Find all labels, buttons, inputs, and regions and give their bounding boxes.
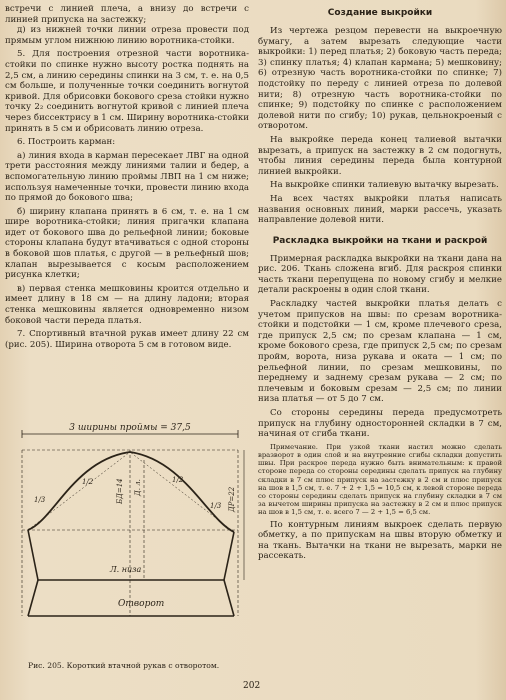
paragraph: 6. Построить карман: — [17, 137, 116, 148]
section-heading: Создание выкройки — [327, 8, 433, 18]
figure-caption: Рис. 205. Короткий втачной рукав с отворотом. — [28, 661, 220, 670]
right-column — [258, 4, 502, 562]
dl-label: Д. л. — [134, 479, 142, 496]
page-number: 202 — [243, 681, 261, 691]
paragraph: Со стороны середины переда предусмотреть припуск на глубину односторонней складки в 7 см, начиная от сгиба ткани. — [258, 408, 502, 440]
note-paragraph: Примечание. При узкой ткани настил можно сделать вразворот в один слой и на внутренние сгибы складки допустить швы. При раскрое переда нужно быть внимательным: к правой стороне переда со стороны середины сделать припуск на глубину складки в 7 см плюс припуск на застежку в 2 см и плюс припуск на шов в 1,5 см, т. е. 7 + 2 + 1,5 = 10,5 см, к левой стороне переда со стороны середины сделать припуск на глубину складки в 7 см за вычетом ширины припуска на застежку в 2 см и плюс припуск на шов в 1,5 см, т. е. всего 7 — 2 + 1,5 = 6,5 см. — [258, 442, 502, 517]
cuff-label: Отворот — [118, 599, 165, 609]
half-right-label: 1/2 — [172, 476, 184, 484]
paragraph: Из чертежа резцом перевести на выкроечную бумагу, а затем вырезать следующие части выкройки: 1) перед платья; 2) боковую часть переда; 3) спинку платья; 4) клапан кармана; 5) мешковину; 6) отрезную часть воротника-стойки по спинке; 7) подстойку по переду с линией отреза по долевой нити; 8) отрезную часть воротника-стойки по спинке; 9) подстойку по спинке с расположением долевой нити по сгибу; 10) рукав, цельнокроеный с отворотом. — [258, 26, 502, 132]
figure-top-label: 3 ширины проймы = 37,5 — [69, 423, 191, 433]
bd-label: БД=14 — [116, 478, 124, 504]
paragraph: в) первая стенка мешковины кроится отдельно и имеет длину в 18 см — на длину ладони; вторая стенка мешковины является одновременно низом боковой части переда платья. — [5, 283, 249, 326]
paragraph: д) из нижней точки линии отреза провести под прямым углом нижнюю линию воротника-стойки. — [5, 25, 249, 46]
paragraph: По контурным линиям выкроек сделать первую обметку, а по припускам на швы вторую обметку и на ткань. Вытачки на ткани не вырезать, марки не рассекать. — [258, 519, 502, 562]
paragraph: 7. Спортивный втачной рукав имеет длину 22 см (рис. 205). Ширина отворота 5 см в готовом виде. — [5, 329, 249, 350]
third-right-label: 1/3 — [210, 502, 222, 510]
paragraph: б) ширину клапана принять в 6 см, т. е. на 1 см шире воротника-стойки; линия пригачки клапана идет от бокового шва до рельефной линии; боковые стороны клапана будут втачиваться с одной стороны в боковой шов платья, с другой — в рельефный шов; клапан вырезывается с косым расположением рисунка клетки; — [5, 206, 249, 281]
paragraph: встречи с линией плеча, а внизу до встречи с линией припуска на застежку; — [5, 4, 249, 25]
half-left-label: 1/2 — [82, 478, 94, 486]
paragraph: а) линия входа в карман пересекает ЛВГ на одной трети расстояния между линиями талии и бедер, а вспомогательную линию проймы ЛВП на 1 см ниже; используя намеченные точки, провести линию входа по прямой до бокового шва; — [5, 150, 249, 204]
sleeve-pattern-drawing — [14, 420, 246, 656]
paragraph: На всех частях выкройки платья написать названия основных линий, марки рассечь, указать направление долевой нити. — [258, 193, 502, 226]
paragraph: 5. Для построения отрезной части воротника-стойки по спинке нужно высоту ростка поднять на 2,5 см, а линию середины спинки на 3 см, т. е. на 0,5 см больше, и полученные точки соединить вогнутой кривой. Для обрисовки бокового среза стойки нужно точку 2₂ соединить вогнутой кривой с линией плеча через биссектрису в 1 см. Ширину воротника-стойки принять в 5 см и обрисовать линию отреза. — [5, 49, 249, 134]
sleeve-pattern-figure — [14, 420, 246, 656]
paragraph: Раскладку частей выкройки платья делать с учетом припусков на швы: по срезам воротника-стойки и подстойки — 1 см, кроме плечевого среза, где припуск 2,5 см; по срезам клапана — 1 см, кроме бокового среза, где припуск 2,5 см; по срезам пройм, ворота, низа рукава и оката — 1 см; по рельефной линии, по срезам мешковины, по переднему и заднему срезам рукава — 2 см; по плечевым и боковым срезам — 2,5 см; по линии низа платья — от 5 до 7 см. — [258, 299, 502, 405]
hem-label: Л. низа — [110, 565, 142, 574]
paragraph: На выкройке переда конец талиевой вытачки вырезать, а припуск на застежку в 2 см подогнуть, чтобы линия середины переда была контурной линией выкройки. — [258, 134, 502, 177]
paragraph: На выкройке спинки талиевую вытачку вырезать. — [270, 180, 499, 191]
dr-label: ДР=22 — [228, 486, 236, 512]
paragraph: Примерная раскладка выкройки на ткани дана на рис. 206. Ткань сложена вгиб. Для раскроя спинки часть ткани перепущена по новому сгибу и мелкие детали раскроены в один слой ткани. — [258, 253, 502, 296]
section-heading: Раскладка выкройки на ткани и раскрой — [272, 235, 488, 246]
left-column — [5, 4, 249, 350]
third-left-label: 1/3 — [34, 496, 46, 504]
